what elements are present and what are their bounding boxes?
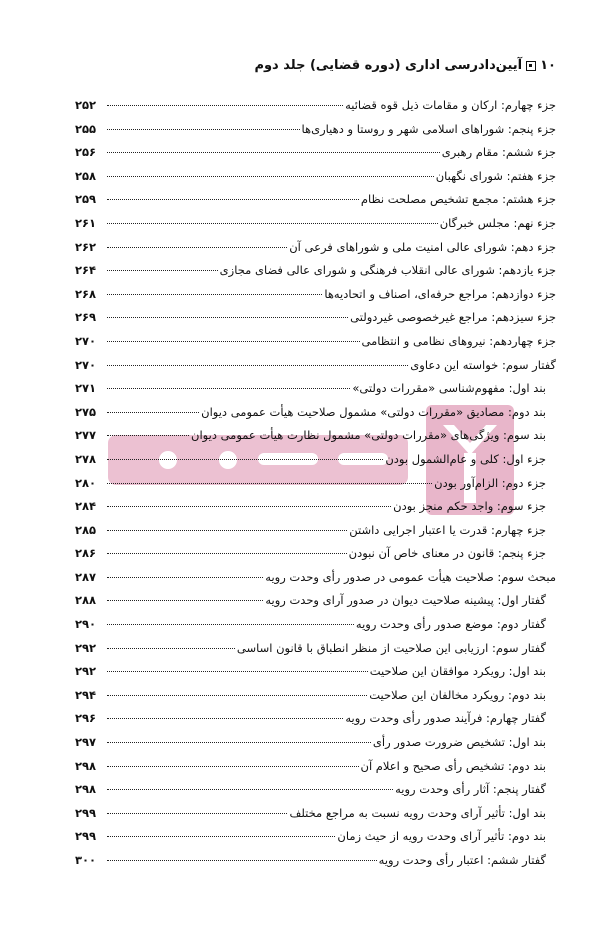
dot-leader <box>107 754 359 767</box>
toc-entry-page: ۲۸۷ <box>75 569 97 584</box>
toc-entry-title: گفتار پنجم: آثار رأی وحدت رویه <box>395 782 546 797</box>
toc-entry-page: ۲۵۹ <box>75 192 97 207</box>
toc-entry-page: ۲۷۱ <box>75 381 97 396</box>
toc-entry-page: ۲۹۹ <box>75 805 97 820</box>
toc-entry-page: ۲۹۶ <box>75 711 97 726</box>
dot-leader <box>107 282 322 295</box>
toc-entry-title: جزء نهم: مجلس خبرگان <box>439 215 556 230</box>
toc-entry-page: ۲۸۵ <box>75 522 97 537</box>
toc-entry-page: ۲۹۹ <box>75 829 97 844</box>
toc-entry-page: ۲۸۰ <box>75 475 97 490</box>
dot-leader <box>107 612 354 625</box>
toc-entry-page: ۲۹۸ <box>75 758 97 773</box>
toc-entry-title: جزء یازدهم: شورای عالی انقلاب فرهنگی و شورای عالی فضای مجازی <box>219 263 556 278</box>
toc-entry-title: گفتار سوم: ارزیابی این صلاحیت از منظر انطباق با قانون اساسی <box>236 640 546 655</box>
dot-leader <box>107 706 343 719</box>
page-number: ۱۰ <box>540 58 556 73</box>
table-of-contents <box>75 96 556 875</box>
dot-leader <box>107 211 438 224</box>
toc-entry-page: ۲۵۶ <box>75 145 97 160</box>
toc-entry-title: بند دوم: تشخیص رأی صحیح و اعلام آن <box>360 758 546 773</box>
toc-entry-title: گفتار سوم: خواسته این دعاوی <box>410 357 556 372</box>
toc-entry-page: ۲۷۸ <box>75 451 97 466</box>
dot-leader <box>107 824 335 837</box>
dot-leader <box>107 683 367 696</box>
dot-leader <box>107 353 408 366</box>
toc-entry-title: بند دوم: رویکرد مخالفان این صلاحیت <box>369 687 546 702</box>
dot-leader <box>107 565 263 578</box>
toc-entry-title: گفتار چهارم: فرآیند صدور رأی وحدت رویه <box>345 711 546 726</box>
toc-entry-page: ۲۹۰ <box>75 617 97 632</box>
dot-leader <box>107 848 377 861</box>
toc-entry-title: جزء دوازدهم: مراجع حرفه‌ای، اصناف و اتحادیه‌ها <box>324 286 556 301</box>
book-icon <box>526 61 536 71</box>
toc-entry-title: جزء دوم: الزام‌آور بودن <box>434 475 546 490</box>
toc-entry-page: ۲۶۲ <box>75 239 97 254</box>
toc-entry-title: بند اول: مفهوم‌شناسی «مقررات دولتی» <box>352 381 546 396</box>
toc-entry-page: ۲۷۰ <box>75 333 97 348</box>
toc-entry-page: ۲۶۸ <box>75 286 97 301</box>
toc-entry-title: جزء سوم: واجد حکم منجز بودن <box>393 499 546 514</box>
toc-entry-page: ۲۷۷ <box>75 428 97 443</box>
toc-entry-page: ۲۸۸ <box>75 593 97 608</box>
toc-entry-title: بند اول: رویکرد موافقان این صلاحیت <box>369 664 546 679</box>
toc-entry-page: ۲۷۰ <box>75 357 97 372</box>
dot-leader <box>107 423 189 436</box>
toc-entry-page: ۲۵۲ <box>75 98 97 112</box>
toc-entry-page: ۲۹۲ <box>75 664 97 679</box>
toc-entry-title: گفتار ششم: اعتبار رأی وحدت رویه <box>378 853 546 867</box>
dot-leader <box>107 636 235 649</box>
toc-entry-page: ۲۶۱ <box>75 215 97 230</box>
dot-leader <box>107 659 368 672</box>
toc-entry-page: ۲۵۸ <box>75 168 97 183</box>
toc-entry-title: گفتار اول: پیشینه صلاحیت دیوان در صدور آرای وحدت رویه <box>265 593 546 608</box>
dot-leader <box>107 494 391 507</box>
dot-leader <box>107 329 360 342</box>
dot-leader <box>107 447 383 460</box>
dot-leader <box>107 471 432 484</box>
toc-entry-page: ۲۶۴ <box>75 263 97 278</box>
toc-entry[interactable] <box>75 851 556 875</box>
toc-entry-page: ۲۹۴ <box>75 687 97 702</box>
toc-entry-page: ۲۶۹ <box>75 310 97 325</box>
toc-entry-title: جزء سیزدهم: مراجع غیرخصوصی غیردولتی <box>350 310 556 325</box>
toc-entry-title: بند دوم: مصادیق «مقررات دولتی» مشمول صلاحیت هیأت عمومی دیوان <box>201 404 546 419</box>
dot-leader <box>107 258 218 271</box>
toc-entry-page: ۲۸۶ <box>75 546 97 561</box>
toc-entry-page: ۳۰۰ <box>75 853 97 867</box>
dot-leader <box>107 400 199 413</box>
toc-entry-page: ۲۹۸ <box>75 782 97 797</box>
dot-leader <box>107 305 348 318</box>
toc-entry-title: بند سوم: ویژگی‌های «مقررات دولتی» مشمول نظارت هیأت عمومی دیوان <box>191 428 546 443</box>
book-title: آیین‌دادرسی اداری (دوره قضایی) جلد دوم <box>254 58 523 73</box>
dot-leader <box>107 93 343 106</box>
toc-entry-page: ۲۵۵ <box>75 121 97 136</box>
toc-entry-title: جزء دهم: شورای عالی امنیت ملی و شوراهای فرعی آن <box>289 239 556 254</box>
toc-entry-title: جزء پنجم: قانون در معنای خاص آن نبودن <box>348 546 546 561</box>
toc-entry-title: بند اول: تأثیر آرای وحدت رویه نسبت به مراجع مختلف <box>289 805 546 820</box>
toc-entry-title: بند اول: تشخیص ضرورت صدور رأی <box>372 735 546 750</box>
dot-leader <box>107 541 347 554</box>
toc-entry-title: جزء هفتم: شورای نگهبان <box>435 168 556 183</box>
toc-entry-page: ۲۹۲ <box>75 640 97 655</box>
dot-leader <box>107 140 440 153</box>
dot-leader <box>107 730 371 743</box>
toc-entry-title: جزء هشتم: مجمع تشخیص مصلحت نظام <box>360 192 556 207</box>
dot-leader <box>107 187 359 200</box>
toc-entry-page: ۲۸۴ <box>75 499 97 514</box>
toc-entry-title: مبحث سوم: صلاحیت هیأت عمومی در صدور رأی وحدت رویه <box>265 569 556 584</box>
toc-entry-title: گفتار دوم: موضع صدور رأی وحدت رویه <box>355 617 546 632</box>
toc-entry-title: جزء چهارم: قدرت یا اعتبار اجرایی داشتن <box>349 522 546 537</box>
toc-entry-title: جزء چهارم: ارکان و مقامات ذیل قوه قضائیه <box>345 98 556 112</box>
dot-leader <box>107 164 434 177</box>
dot-leader <box>107 376 350 389</box>
toc-entry-title: بند دوم: تأثیر آرای وحدت رویه از حیث زمان <box>337 829 546 844</box>
toc-entry-page: ۲۷۵ <box>75 404 97 419</box>
toc-entry-title: جزء اول: کلی و عام‌الشمول بودن <box>385 451 546 466</box>
dot-leader <box>107 117 300 130</box>
dot-leader <box>107 588 263 601</box>
page-header <box>254 58 556 73</box>
dot-leader <box>107 518 347 531</box>
dot-leader <box>107 235 287 248</box>
dot-leader <box>107 801 287 814</box>
toc-entry-title: جزء چهاردهم: نیروهای نظامی و انتظامی <box>361 333 556 348</box>
dot-leader <box>107 777 393 790</box>
toc-entry-title: جزء پنجم: شوراهای اسلامی شهر و روستا و دهیاری‌ها <box>301 121 556 136</box>
toc-entry-title: جزء ششم: مقام رهبری <box>441 145 556 160</box>
toc-entry-page: ۲۹۷ <box>75 735 97 750</box>
